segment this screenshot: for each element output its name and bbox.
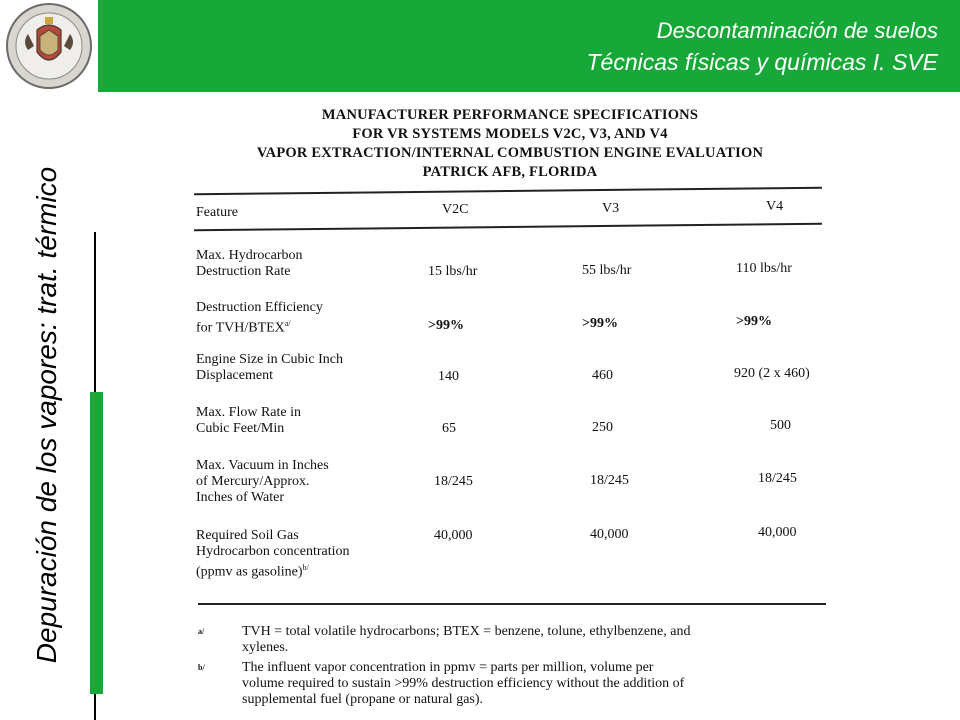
cell-v3: >99% <box>582 316 618 331</box>
feature-line: (ppmv as gasoline) <box>196 564 303 580</box>
footnote-line: TVH = total volatile hydrocarbons; BTEX = benzene, tolune, ethylbenzene, and <box>242 624 691 639</box>
feature-line: Required Soil Gas <box>196 528 299 543</box>
cell-v2c: 15 lbs/hr <box>428 264 478 279</box>
feature-line: Destruction Efficiency <box>196 300 323 315</box>
table-row-feature <box>196 405 301 437</box>
cell-v2c: >99% <box>428 318 464 333</box>
header-band <box>98 0 960 92</box>
cell-v3: 55 lbs/hr <box>582 263 632 278</box>
column-header-v4: V4 <box>766 199 784 214</box>
cell-v4: >99% <box>736 314 772 329</box>
header-subtitle: Técnicas físicas y químicas I. SVE <box>586 49 938 75</box>
feature-line: Cubic Feet/Min <box>196 421 285 436</box>
university-logo <box>0 0 98 92</box>
table-title-line: VAPOR EXTRACTION/INTERNAL COMBUSTION ENGINE EVALUATION <box>256 145 764 161</box>
scanned-spec-table <box>190 100 840 720</box>
coat-of-arms-seal <box>0 0 98 92</box>
footnote-line: xylenes. <box>242 640 289 655</box>
cell-v3: 250 <box>592 420 613 435</box>
cell-v2c: 18/245 <box>434 474 473 489</box>
cell-v4: 920 (2 x 460) <box>734 366 810 381</box>
table-row-feature <box>196 352 343 384</box>
table-row-feature <box>196 248 303 280</box>
column-header-feature: Feature <box>196 205 238 220</box>
feature-line: of Mercury/Approx. <box>196 474 310 489</box>
feature-line: Hydrocarbon concentration <box>196 544 350 559</box>
footnote-marker: a/ <box>198 627 205 636</box>
feature-line: Destruction Rate <box>196 264 291 279</box>
cell-v2c: 40,000 <box>434 528 473 543</box>
footnote-a <box>242 624 842 656</box>
feature-line: Engine Size in Cubic Inch <box>196 352 343 367</box>
cell-v2c: 140 <box>438 369 459 384</box>
feature-line: Max. Flow Rate in <box>196 405 301 420</box>
table-bottom-rule <box>198 603 826 605</box>
header-rule <box>194 223 822 231</box>
table-title-line: PATRICK AFB, FLORIDA <box>422 164 598 180</box>
table-title-line: FOR VR SYSTEMS MODELS V2C, V3, AND V4 <box>352 126 668 142</box>
footnote-b <box>242 660 842 708</box>
cell-v4: 40,000 <box>758 525 797 540</box>
table-row-feature <box>196 458 329 506</box>
feature-line: Max. Vacuum in Inches <box>196 458 329 473</box>
cell-v4: 500 <box>770 418 791 433</box>
cell-v3: 460 <box>592 368 613 383</box>
cell-v3: 40,000 <box>590 527 629 542</box>
slide-section-title: Depuración de los vapores: trat. térmico <box>31 166 62 664</box>
table-top-rule <box>194 187 822 195</box>
feature-line: Inches of Water <box>196 490 285 505</box>
feature-line: Displacement <box>196 368 273 383</box>
column-header-v3: V3 <box>602 201 620 216</box>
footnote-ref: b/ <box>302 563 309 572</box>
feature-line: Max. Hydrocarbon <box>196 248 303 263</box>
footnote-ref: a/ <box>284 319 291 328</box>
cell-v4: 110 lbs/hr <box>736 261 792 276</box>
table-title <box>190 106 830 182</box>
footnote-marker: b/ <box>198 663 205 672</box>
footnote-line: supplemental fuel (propane or natural gas). <box>242 692 484 707</box>
header-title: Descontaminación de suelos <box>656 18 938 43</box>
cell-v4: 18/245 <box>758 471 797 486</box>
table-row-feature <box>196 528 350 581</box>
footnote-line: volume required to sustain >99% destruction efficiency without the addition of <box>242 676 685 691</box>
side-accent-bar <box>90 392 103 694</box>
cell-v2c: 65 <box>442 421 456 436</box>
table-row-feature <box>196 300 323 337</box>
column-header-v2c: V2C <box>442 202 469 217</box>
table-title-line: MANUFACTURER PERFORMANCE SPECIFICATIONS <box>321 107 699 123</box>
footnote-line: The influent vapor concentration in ppmv = parts per million, volume per <box>242 660 654 675</box>
cell-v3: 18/245 <box>590 473 629 488</box>
feature-line: for TVH/BTEX <box>196 320 285 336</box>
